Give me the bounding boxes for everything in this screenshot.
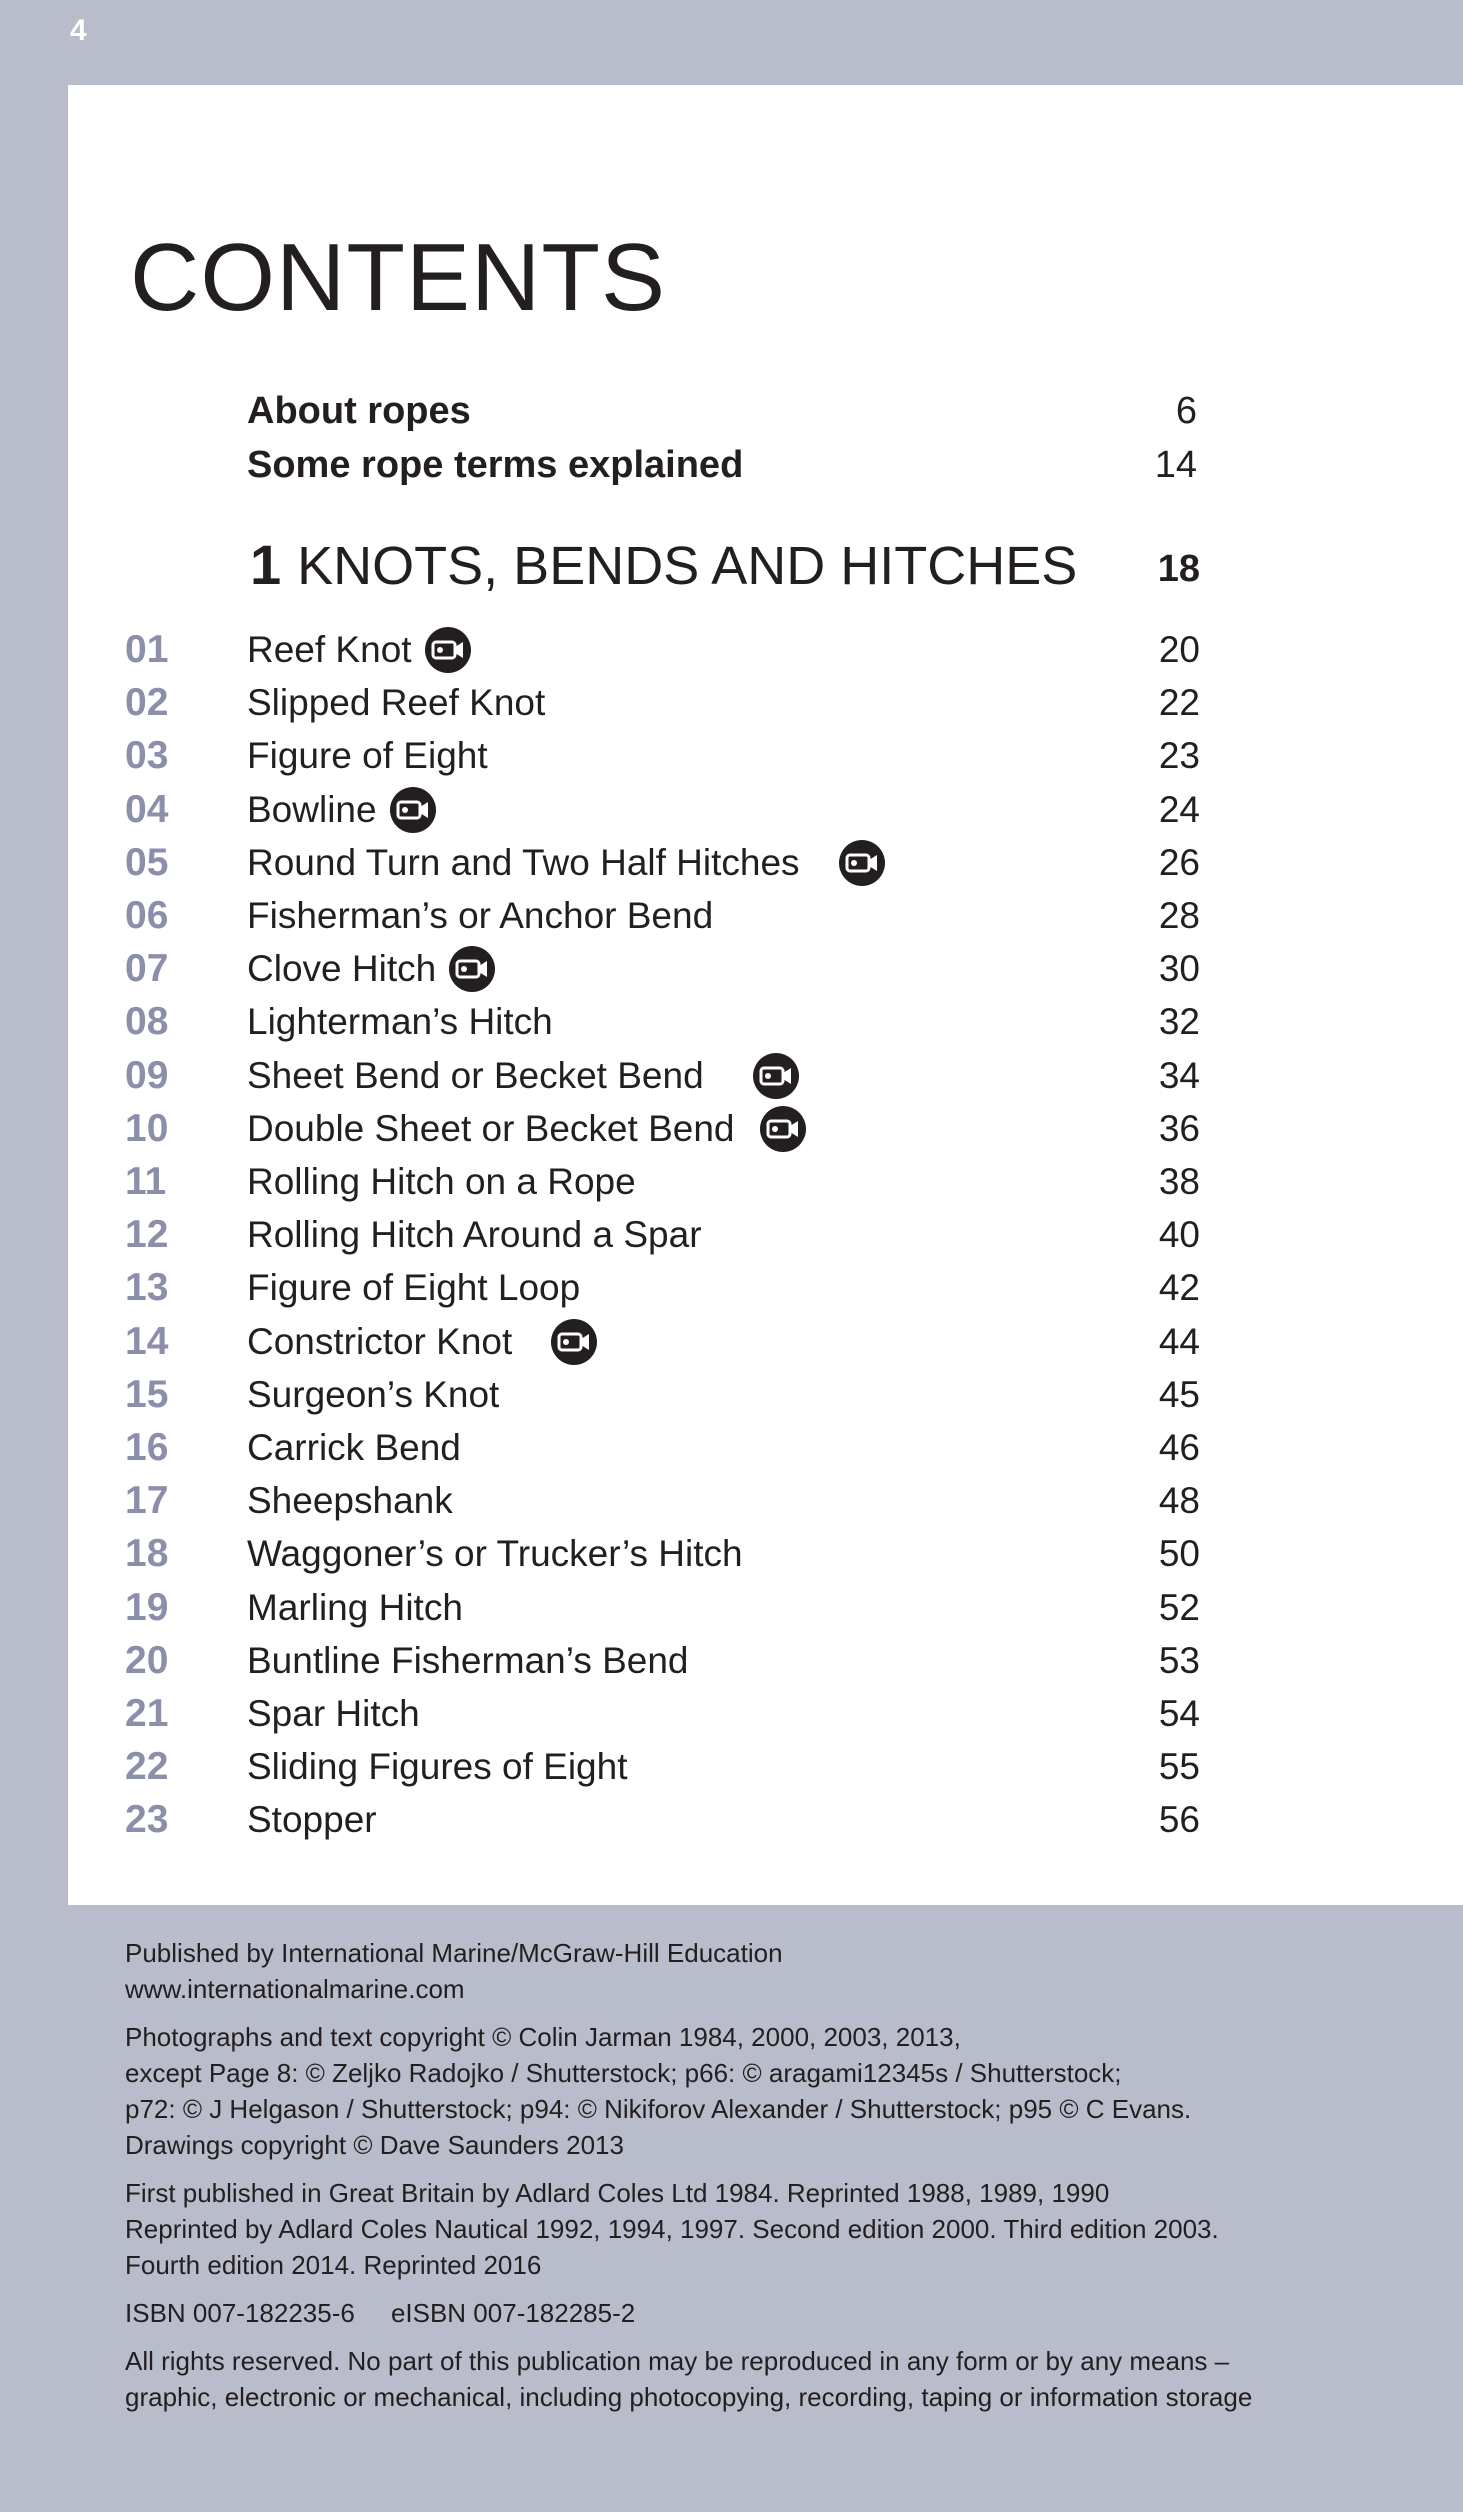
entry-number: 16 [125, 1426, 169, 1469]
entry-page: 50 [1158, 1533, 1200, 1574]
website-link[interactable]: www.internationalmarine.com [125, 1974, 465, 2004]
video-camera-icon[interactable] [759, 1105, 807, 1153]
contents-entry[interactable] [125, 1262, 1200, 1314]
contents-entry[interactable] [125, 837, 1200, 889]
entry-page: 38 [1158, 1161, 1200, 1202]
contents-entry[interactable] [125, 677, 1200, 729]
entry-number: 22 [125, 1745, 169, 1788]
page-title: CONTENTS [130, 224, 666, 331]
entry-page: 34 [1158, 1055, 1200, 1096]
entry-title: Fisherman’s or Anchor Bend [247, 895, 714, 936]
chapter-number: 1 [250, 533, 282, 596]
entry-title: Figure of Eight Loop [247, 1267, 581, 1308]
entry-title: Carrick Bend [247, 1427, 461, 1468]
entry-title: Constrictor Knot [247, 1321, 513, 1362]
entry-title: Clove Hitch [247, 948, 437, 989]
contents-entry[interactable] [125, 624, 1200, 676]
entry-title: Sliding Figures of Eight [247, 1746, 628, 1787]
contents-entry[interactable] [125, 1528, 1200, 1580]
contents-entry[interactable] [125, 1316, 1200, 1368]
entry-page: 54 [1158, 1693, 1200, 1734]
entry-number: 06 [125, 894, 169, 937]
copyright-line: Photographs and text copyright © Colin Jarman 1984, 2000, 2003, 2013, [125, 2022, 961, 2052]
entry-title: Rolling Hitch on a Rope [247, 1161, 636, 1202]
chapter-page: 18 [1157, 548, 1200, 590]
entry-title: Surgeon’s Knot [247, 1374, 500, 1415]
entry-number: 04 [125, 788, 169, 831]
edition-line: First published in Great Britain by Adlard Coles Ltd 1984. Reprinted 1988, 1989, 1990 [125, 2178, 1110, 2208]
entry-page: 20 [1158, 629, 1200, 670]
entry-number: 12 [125, 1213, 169, 1256]
entry-page: 45 [1158, 1374, 1200, 1415]
entry-page: 52 [1158, 1587, 1200, 1628]
entry-number: 07 [125, 947, 169, 990]
entry-title: Reef Knot [247, 629, 412, 670]
contents-entry[interactable] [125, 1582, 1200, 1634]
video-camera-icon[interactable] [838, 839, 886, 887]
video-camera-icon[interactable] [752, 1052, 800, 1100]
entry-number: 19 [125, 1586, 169, 1629]
entry-page: 30 [1158, 948, 1200, 989]
contents-entry[interactable] [125, 890, 1200, 942]
chapter-title: KNOTS, BENDS AND HITCHES [297, 536, 1078, 596]
entry-title: Marling Hitch [247, 1587, 463, 1628]
entry-page: 56 [1158, 1799, 1200, 1840]
intro-row[interactable] [247, 440, 1197, 490]
video-camera-icon[interactable] [424, 626, 472, 674]
entry-number: 17 [125, 1479, 169, 1522]
contents-entry[interactable] [125, 1050, 1200, 1102]
entry-page: 40 [1158, 1214, 1200, 1255]
entry-title: Bowline [247, 789, 377, 830]
contents-entry[interactable] [125, 1741, 1200, 1793]
entry-page: 46 [1158, 1427, 1200, 1468]
entry-title: Round Turn and Two Half Hitches [247, 842, 800, 883]
intro-page: 14 [1154, 444, 1197, 486]
entry-number: 18 [125, 1532, 169, 1575]
video-camera-icon[interactable] [389, 786, 437, 834]
intro-page: 6 [1175, 390, 1197, 432]
entry-page: 53 [1158, 1640, 1200, 1681]
video-camera-icon[interactable] [448, 945, 496, 993]
contents-entry[interactable] [125, 1209, 1200, 1261]
entry-page: 24 [1158, 789, 1200, 830]
entry-number: 14 [125, 1320, 169, 1363]
entry-number: 10 [125, 1107, 169, 1150]
contents-entry[interactable] [125, 1156, 1200, 1208]
entry-page: 42 [1158, 1267, 1200, 1308]
entry-number: 21 [125, 1692, 169, 1735]
entry-number: 20 [125, 1639, 169, 1682]
entry-title: Figure of Eight [247, 735, 488, 776]
contents-entry[interactable] [125, 1422, 1200, 1474]
entry-title: Spar Hitch [247, 1693, 420, 1734]
video-camera-icon[interactable] [550, 1318, 598, 1366]
contents-entry[interactable] [125, 1369, 1200, 1421]
contents-entry[interactable] [125, 943, 1200, 995]
contents-entry[interactable] [125, 1635, 1200, 1687]
contents-entry[interactable] [125, 1794, 1200, 1846]
copyright-line: except Page 8: © Zeljko Radojko / Shutterstock; p66: © aragami12345s / Shutterstock; [125, 2058, 1122, 2088]
intro-row[interactable] [247, 386, 1197, 436]
entry-number: 11 [125, 1160, 167, 1203]
entry-page: 28 [1158, 895, 1200, 936]
entry-page: 26 [1158, 842, 1200, 883]
entry-title: Waggoner’s or Trucker’s Hitch [247, 1533, 743, 1574]
entry-title: Sheepshank [247, 1480, 453, 1521]
intro-label: Some rope terms explained [247, 444, 744, 486]
entry-title: Lighterman’s Hitch [247, 1001, 553, 1042]
entry-title: Rolling Hitch Around a Spar [247, 1214, 702, 1255]
entry-title: Slipped Reef Knot [247, 682, 546, 723]
intro-label: About ropes [247, 390, 471, 432]
entry-number: 01 [125, 628, 169, 671]
entry-page: 44 [1158, 1321, 1200, 1362]
entry-number: 23 [125, 1798, 169, 1841]
edition-line: Reprinted by Adlard Coles Nautical 1992, 1994, 1997. Second edition 2000. Third edition 2003. [125, 2214, 1219, 2244]
entry-page: 48 [1158, 1480, 1200, 1521]
entry-number: 05 [125, 841, 169, 884]
entry-page: 23 [1158, 735, 1200, 776]
entry-title: Stopper [247, 1799, 377, 1840]
entry-title: Double Sheet or Becket Bend [247, 1108, 735, 1149]
entry-page: 55 [1158, 1746, 1200, 1787]
entry-number: 02 [125, 681, 169, 724]
copyright-line: Drawings copyright © Dave Saunders 2013 [125, 2130, 624, 2160]
publisher-line: Published by International Marine/McGraw-Hill Education [125, 1938, 783, 1968]
entry-title: Sheet Bend or Becket Bend [247, 1055, 704, 1096]
chapter-heading[interactable] [250, 530, 1200, 600]
contents-entry[interactable] [125, 996, 1200, 1048]
entry-number: 08 [125, 1000, 169, 1043]
entry-page: 22 [1158, 682, 1200, 723]
copyright-line: p72: © J Helgason / Shutterstock; p94: © Nikiforov Alexander / Shutterstock; p95 © C Evans. [125, 2094, 1192, 2124]
entry-page: 32 [1158, 1001, 1200, 1042]
entry-number: 13 [125, 1266, 169, 1309]
imprint-footer [125, 1935, 1425, 2427]
rights-line: graphic, electronic or mechanical, including photocopying, recording, taping or information storage [125, 2382, 1253, 2412]
contents-entry[interactable] [125, 1475, 1200, 1527]
edition-line: Fourth edition 2014. Reprinted 2016 [125, 2250, 542, 2280]
entry-page: 36 [1158, 1108, 1200, 1149]
entry-number: 03 [125, 734, 169, 777]
isbn-line: ISBN 007-182235-6 eISBN 007-182285-2 [125, 2298, 636, 2328]
entry-number: 15 [125, 1373, 169, 1416]
contents-entry[interactable] [125, 1103, 1200, 1155]
contents-entry[interactable] [125, 784, 1200, 836]
page-number: 4 [70, 14, 87, 47]
entry-title: Buntline Fisherman’s Bend [247, 1640, 689, 1681]
rights-line: All rights reserved. No part of this publication may be reproduced in any form or by any means – [125, 2346, 1230, 2376]
contents-entry[interactable] [125, 1688, 1200, 1740]
contents-entry[interactable] [125, 730, 1200, 782]
entry-number: 09 [125, 1054, 169, 1097]
